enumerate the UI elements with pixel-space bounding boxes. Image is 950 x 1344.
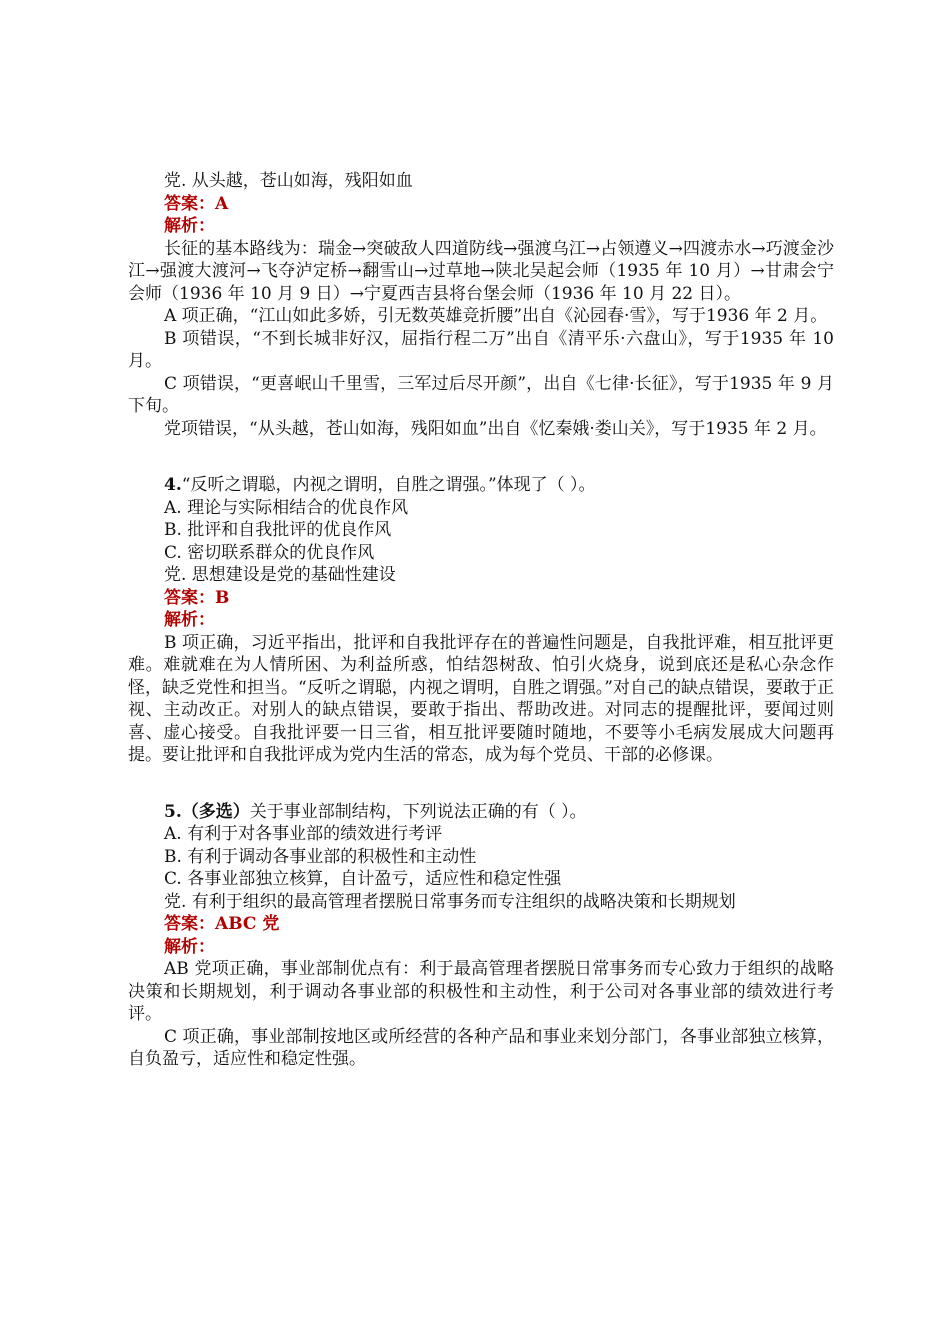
q4-option-a: A. 理论与实际相结合的优良作风 <box>164 497 409 518</box>
q4-option-b: B. 批评和自我批评的优良作风 <box>164 520 392 540</box>
q3-answer: 答案：A <box>164 193 229 214</box>
q4-analysis-text: B 项正确，习近平指出，批评和自我批评存在的普遍性问题是，自我批评难，相互批评更难。难就难在为人情所困、为利益所惑，怕结怨树敌、怕引火烧身，说到底还是私心杂念作怪，缺乏党性和担当。“反听之谓聪，内视之谓明，自胜之谓强。”对自己的缺点错误，要敢于正视、主动改正。对别人的缺点错误，要敢于指出、帮助改进。对同志的提醒批评，要闻过则喜、虚心接受。自我批评要一日三省，相互批评要随时随地，不要等小毛病发展成大问题再提。要让批评和自我批评成为党内生活的常态，成为每个党员、干部的必修课。 <box>128 632 834 765</box>
q3-analysis-route: 长征的基本路线为：瑞金→突破敌人四道防线→强渡乌江→占领遵义→四渡赤水→巧渡金沙江→强渡大渡河→飞夺泸定桥→翻雪山→过草地→陕北吴起会师（1935 年 10 月）→甘肃会宁会师（1936 年 10 月 9 日）→宁夏西吉县将台堡会师（1936 年 10 月 22 日）。 <box>128 238 834 304</box>
q5-option-a: A. 有利于对各事业部的绩效进行考评 <box>164 824 443 844</box>
q3-option-d: 党. 从头越，苍山如海，残阳如血 <box>164 171 413 191</box>
q5-option-b: B. 有利于调动各事业部的积极性和主动性 <box>164 846 477 867</box>
q5-tag: （多选） <box>181 801 250 822</box>
q3-analysis-b: B 项错误，“不到长城非好汉，屈指行程二万”出自《清平乐·六盘山》，写于1935 年 10 月。 <box>128 328 834 371</box>
q5-analysis-label: 解析： <box>164 936 215 957</box>
spacer <box>128 767 834 801</box>
q5-analysis-c: C 项正确，事业部制按地区或所经营的各种产品和事业来划分部门，各事业部独立核算，自负盈亏，适应性和稳定性强。 <box>128 1026 834 1069</box>
q4-stem <box>128 474 834 497</box>
q4-number: 4. <box>164 475 182 495</box>
q5-number: 5. <box>164 801 182 822</box>
document-page <box>128 170 834 1071</box>
q3-analysis-c: C 项错误，“更喜岷山千里雪，三军过后尽开颜”，出自《七律·长征》，写于1935 年 9 月下旬。 <box>128 373 834 416</box>
q5-stem <box>128 801 834 824</box>
q5-answer: 答案：ABC 党 <box>164 914 280 934</box>
q4-analysis-label: 解析： <box>164 610 215 630</box>
q4-option-c: C. 密切联系群众的优良作风 <box>164 542 375 563</box>
q3-analysis-label: 解析： <box>164 216 215 236</box>
q3-analysis-d: 党项错误，“从头越，苍山如海，残阳如血”出自《忆秦娥·娄山关》，写于1935 年 2 月。 <box>164 418 827 439</box>
q5-option-c: C. 各事业部独立核算，自计盈亏，适应性和稳定性强 <box>164 869 562 889</box>
spacer <box>128 440 834 474</box>
q3-analysis-a: A 项正确，“江山如此多娇，引无数英雄竞折腰”出自《沁园春·雪》，写于1936 年 2 月。 <box>164 306 828 326</box>
q5-analysis-abd: AB 党项正确，事业部制优点有：利于最高管理者摆脱日常事务而专心致力于组织的战略决策和长期规划，利于调动各事业部的积极性和主动性，利于公司对各事业部的绩效进行考评。 <box>128 959 834 1024</box>
q4-stem-text: “反听之谓聪，内视之谓明，自胜之谓强。”体现了（ ）。 <box>181 475 596 495</box>
q4-option-d: 党. 思想建设是党的基础性建设 <box>164 565 396 585</box>
q4-answer: 答案：B <box>164 587 230 608</box>
q5-option-d: 党. 有利于组织的最高管理者摆脱日常事务而专注组织的战略决策和长期规划 <box>164 891 736 912</box>
q5-stem-text: 关于事业部制结构，下列说法正确的有（ ）。 <box>249 801 587 822</box>
